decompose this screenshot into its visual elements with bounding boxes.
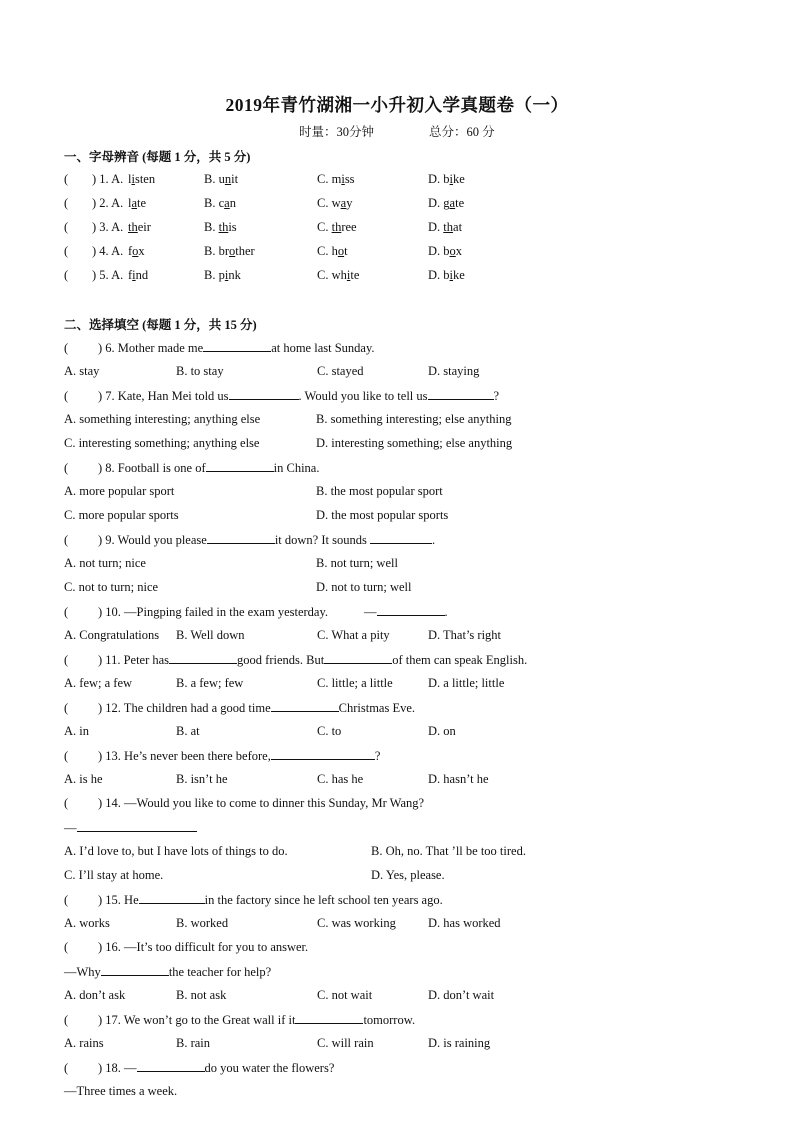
answer-paren: (: [64, 244, 69, 258]
option-d: D. that: [428, 220, 463, 234]
time-limit: 时量：30分钟: [299, 125, 375, 139]
option-d: D. don’t wait: [428, 988, 495, 1002]
answer-blank: [137, 1059, 205, 1072]
question-number: ) 5. A.: [92, 268, 124, 282]
option-d: D. gate: [428, 196, 465, 210]
option-d: D. Yes, please.: [371, 868, 445, 882]
option-c: C. I’ll stay at home.: [64, 868, 164, 882]
option-d: D. bike: [428, 172, 465, 186]
option-c: C. three: [317, 220, 357, 234]
option-c: C. to: [317, 724, 342, 738]
question-12: ( ) 12. The children had a good time Christmas Eve.: [64, 701, 416, 715]
option-c: C. not wait: [317, 988, 373, 1002]
page-title: 2019年青竹湖湘一小升初入学真题卷（一）: [225, 95, 569, 115]
option-a: listen: [128, 172, 156, 186]
question-18-reply: —Three times a week.: [64, 1084, 178, 1098]
option-a: A. Congratulations: [64, 628, 160, 642]
option-b: B. isn’t he: [176, 772, 228, 786]
option-b: B. Well down: [176, 628, 245, 642]
option-b: B. the most popular sport: [316, 484, 443, 498]
question-7: ( ) 7. Kate, Han Mei told us . Would you like to tell us ?: [64, 389, 500, 403]
option-b: B. not turn; well: [316, 556, 398, 570]
option-a: A. something interesting; anything else: [64, 412, 261, 426]
question-8: ( ) 8. Football is one of in China.: [64, 461, 320, 475]
answer-paren: (: [64, 172, 69, 186]
answer-blank: [324, 651, 392, 664]
answer-blank: [377, 603, 445, 616]
question-9: ( ) 9. Would you please it down? It sounds .: [64, 533, 436, 547]
answer-paren: (: [64, 220, 69, 234]
answer-paren: (: [64, 196, 69, 210]
answer-blank: [101, 963, 169, 976]
section-1-heading: 一、字母辨音 (每题 1 分，共 5 分): [64, 150, 251, 164]
answer-paren: (: [64, 341, 94, 355]
option-a: A. is he: [64, 772, 103, 786]
question-11: ( ) 11. Peter has good friends. But of them can speak English.: [64, 653, 528, 667]
question-13: ( ) 13. He’s never been there before, ?: [64, 749, 381, 763]
option-c: C. What a pity: [317, 628, 390, 642]
option-b: B. at: [176, 724, 200, 738]
section-2-heading: 二、选择填空 (每题 1 分，共 15 分): [64, 318, 257, 332]
answer-blank: [169, 651, 237, 664]
option-c: C. little; a little: [317, 676, 393, 690]
question-number: ) 3. A.: [92, 220, 124, 234]
question-number: ) 2. A.: [92, 196, 124, 210]
answer-blank: [370, 531, 432, 544]
option-c: C. was working: [317, 916, 396, 930]
option-d: D. the most popular sports: [316, 508, 449, 522]
answer-blank: [271, 699, 339, 712]
option-a: their: [128, 220, 151, 234]
question-number: ) 4. A.: [92, 244, 124, 258]
option-b: B. brother: [204, 244, 255, 258]
option-b: B. unit: [204, 172, 239, 186]
answer-blank: [271, 747, 375, 760]
option-c: C. white: [317, 268, 360, 282]
option-d: D. interesting something; else anything: [316, 436, 513, 450]
answer-blank: [295, 1011, 363, 1024]
option-b: B. rain: [176, 1036, 211, 1050]
question-14: ( ) 14. —Would you like to come to dinner this Sunday, Mr Wang?: [64, 796, 425, 810]
option-d: D. not to turn; well: [316, 580, 412, 594]
option-c: C. has he: [317, 772, 364, 786]
option-b: B. something interesting; else anything: [316, 412, 512, 426]
option-a: A. in: [64, 724, 89, 738]
option-b: B. a few; few: [176, 676, 244, 690]
question-10: ( ) 10. —Pingping failed in the exam yesterday. — .: [64, 605, 448, 619]
option-a: A. more popular sport: [64, 484, 175, 498]
option-c: C. hot: [317, 244, 348, 258]
option-d: D. bike: [428, 268, 465, 282]
option-c: C. will rain: [317, 1036, 374, 1050]
answer-blank: [207, 531, 275, 544]
option-d: D. staying: [428, 364, 480, 378]
option-a: A. stay: [64, 364, 100, 378]
option-c: C. interesting something; anything else: [64, 436, 260, 450]
option-b: B. can: [204, 196, 236, 210]
answer-blank: [428, 387, 494, 400]
question-14-reply: —: [64, 819, 197, 836]
option-d: D. on: [428, 724, 456, 738]
option-d: D. a little; little: [428, 676, 505, 690]
option-a: A. rains: [64, 1036, 104, 1050]
option-d: D. That’s right: [428, 628, 502, 642]
option-a: A. few; a few: [64, 676, 133, 690]
option-c: C. way: [317, 196, 353, 210]
option-b: B. pink: [204, 268, 241, 282]
answer-paren: (: [64, 268, 69, 282]
option-b: B. worked: [176, 916, 229, 930]
answer-blank: [206, 459, 274, 472]
option-a: fox: [128, 244, 145, 258]
option-a: A. I’d love to, but I have lots of things to do.: [64, 844, 288, 858]
option-a: A. don’t ask: [64, 988, 126, 1002]
question-18: ( ) 18. — do you water the flowers?: [64, 1061, 335, 1075]
option-d: D. hasn’t he: [428, 772, 489, 786]
option-a: late: [128, 196, 147, 210]
question-number: ) 1. A.: [92, 172, 124, 186]
option-a: A. works: [64, 916, 110, 930]
answer-blank: [139, 891, 205, 904]
option-a: A. not turn; nice: [64, 556, 146, 570]
option-c: C. more popular sports: [64, 508, 179, 522]
question-17: ( ) 17. We won’t go to the Great wall if it tomorrow.: [64, 1013, 416, 1027]
answer-blank: [77, 819, 197, 832]
total-score: 总分：60 分: [429, 125, 495, 139]
question-6: ( ) 6. Mother made me at home last Sunday.: [64, 341, 375, 355]
option-c: C. not to turn; nice: [64, 580, 159, 594]
answer-blank: [229, 387, 299, 400]
option-c: C. stayed: [317, 364, 364, 378]
answer-blank: [203, 339, 271, 352]
question-16: ( ) 16. —It’s too difficult for you to answer.: [64, 940, 309, 954]
option-b: B. to stay: [176, 364, 224, 378]
option-d: D. box: [428, 244, 463, 258]
option-c: C. miss: [317, 172, 355, 186]
option-a: find: [128, 268, 149, 282]
option-d: D. has worked: [428, 916, 501, 930]
question-16-reply: —Why the teacher for help?: [64, 965, 272, 979]
option-b: B. this: [204, 220, 237, 234]
question-15: ( ) 15. He in the factory since he left school ten years ago.: [64, 893, 443, 907]
option-b: B. Oh, no. That ’ll be too tired.: [371, 844, 526, 858]
option-b: B. not ask: [176, 988, 227, 1002]
option-d: D. is raining: [428, 1036, 491, 1050]
